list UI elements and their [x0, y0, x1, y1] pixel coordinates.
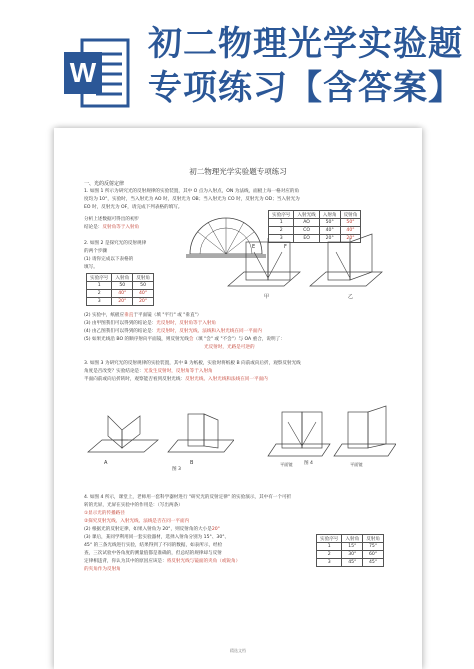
- figure-caption: 图 4: [304, 461, 313, 466]
- table-header: 实验序号: [87, 274, 112, 282]
- data-table-3: [316, 534, 384, 567]
- answer-text: 会: [188, 337, 194, 342]
- svg-text:平面镜: 平面镜: [350, 462, 363, 467]
- text-line: [84, 518, 189, 524]
- table-header: 入射角: [319, 211, 340, 219]
- table-cell: 20°: [133, 298, 154, 306]
- text-line: 3. 如图 3 为研究光的反射规律的实验装置，其中 B 为纸板，实验时将纸板 B 向前或向后折，观察反射光线: [84, 361, 301, 366]
- table-cell: 1: [269, 219, 294, 227]
- table-header: 入射角: [112, 274, 133, 282]
- answer-text: 20°: [211, 527, 220, 532]
- text-line: 45° 的三条光线进行实验，结果得到了不同的数据，如表所示，经检: [84, 543, 223, 548]
- table-cell: 40°: [133, 290, 154, 298]
- text-line: (5) 如果光线沿 BO 的顺序射向平面镜，则反射光线会（填 "会" 或 "不会"）与 OA 重合，说明了：: [84, 337, 285, 342]
- table-row: [317, 559, 384, 567]
- svg-text:F: F: [284, 244, 287, 250]
- mirror-experiment-figure-2: [224, 228, 384, 304]
- answer-text: 将反射光线与镜面的夹角（或锐角）: [166, 559, 241, 564]
- table-cell: 20°: [112, 298, 133, 306]
- text-line: 角度是否改变？实验结论是：光发生反射时，反射角等于入射角: [84, 369, 213, 374]
- text-line: [84, 566, 121, 572]
- table-cell: 2: [317, 551, 342, 559]
- page-header: [0, 0, 474, 128]
- mirror-experiment-figure-4: [266, 400, 396, 472]
- table-cell: 30°: [342, 551, 363, 559]
- table-header: 入射光线: [294, 211, 319, 219]
- text-line: 半面向前或向后折转时，观察能否看到反射光线：反射光线、入射光线和法线在同一平面内: [84, 377, 268, 382]
- table-row: [317, 543, 384, 551]
- table-cell: AO: [294, 219, 319, 227]
- table-cell: EO: [294, 235, 319, 243]
- table-cell: CO: [294, 227, 319, 235]
- table-cell: 50°: [319, 219, 340, 227]
- document-title: 初二物理光学实验题专项练习: [189, 167, 287, 176]
- answer-text: 反射角等于入射角: [102, 225, 140, 230]
- table-header: 反射角: [133, 274, 154, 282]
- table-header: 反射角: [340, 211, 361, 219]
- text-line: [84, 510, 125, 516]
- answer-text: 光反射时，光路是可逆的: [204, 345, 255, 350]
- table-cell: 3: [87, 298, 112, 306]
- table-cell: 1: [317, 543, 342, 551]
- answer-text: 垂直: [124, 313, 134, 318]
- document-page: [54, 128, 422, 669]
- text-line: 度均为 10°，实验时，当入射光为 AO 时，反射光为 OB；当入射光为 CO 时，反射光为 OD；当入射光为: [84, 197, 300, 202]
- text-line: (2) 根据光的反射定律，如果入射角为 20°，则反射角的大小是20°: [84, 527, 220, 532]
- answer-text: ①显示光的传播路径: [84, 511, 125, 516]
- svg-text:B: B: [190, 460, 194, 466]
- svg-text:甲: 甲: [264, 294, 270, 300]
- answer-text: 光反射时，反射角等于入射角: [156, 321, 217, 326]
- text-line: (3) 课后，某同学利用同一套实验器材，选择入射角分别为 15°、30°、: [84, 535, 230, 540]
- table-cell: 3: [317, 559, 342, 567]
- table-cell: 1: [87, 282, 112, 290]
- text-line: (3) 由甲图我们可以得到的结论是：光反射时，反射角等于入射角: [84, 321, 217, 326]
- table-cell: 20°: [319, 235, 340, 243]
- table-row: [87, 282, 154, 290]
- table-cell: 40°: [340, 227, 361, 235]
- text-line: (1) 请你完成以下表格的: [84, 257, 134, 262]
- text-line: 1. 如图 1 所示为研究光的反射规律的实验装置，其中 O 点为入射点，ON 为法线，面板上每一格对应的角: [84, 189, 300, 194]
- table-cell: 50: [133, 282, 154, 290]
- page-title: 初二物理光学实验题专项练习【含答案】: [148, 24, 463, 108]
- text-line: (4) 由乙图我们可以得到的结论是：光反射时，反射光线、法线和入射光线在同一平面内: [84, 329, 262, 334]
- data-table-2: [86, 273, 154, 306]
- table-cell: 75°: [363, 543, 384, 551]
- text-line: 的两个步骤: [84, 249, 107, 254]
- table-header: 实验序号: [317, 535, 342, 543]
- table-header: 反射角: [363, 535, 384, 543]
- figure-caption: 图 3: [172, 467, 181, 472]
- text-line: 查，三次试验中各角度的测量值都是准确的，但总结的规律却与反射: [84, 551, 222, 556]
- text-line: (2) 实验中，纸板应垂直于平面镜（填 "平行" 或 "垂直"）: [84, 313, 202, 318]
- table-cell: 45°: [363, 559, 384, 567]
- answer-text: 光反射时，反射光线、法线和入射光线在同一平面内: [156, 329, 262, 334]
- table-cell: 15°: [342, 543, 363, 551]
- svg-text:乙: 乙: [348, 294, 354, 300]
- table-cell: 3: [269, 235, 294, 243]
- mirror-experiment-figure-3: [84, 400, 234, 480]
- table-row: [269, 219, 361, 227]
- svg-text:W: W: [69, 57, 97, 88]
- answer-text: 的夹角作为反射角: [84, 567, 121, 572]
- text-line: 填写。: [84, 265, 98, 270]
- table-cell: 50°: [340, 219, 361, 227]
- table-cell: 60°: [363, 551, 384, 559]
- text-line: 分析上述数据可得出的初步: [84, 217, 140, 222]
- svg-text:平面镜: 平面镜: [280, 462, 293, 467]
- table-cell: 2: [269, 227, 294, 235]
- svg-text:E: E: [252, 244, 256, 250]
- page-footer: 精选文档: [230, 648, 246, 653]
- text-line: [204, 344, 255, 350]
- svg-text:A: A: [104, 460, 108, 466]
- text-line: 定律相违背，你认为其中的原因应该是：将反射光线与镜面的夹角（或锐角）: [84, 559, 241, 564]
- table-cell: 50: [112, 282, 133, 290]
- word-document-icon: [64, 36, 130, 110]
- answer-text: ②探究反射光线、入射光线、法线是否在同一平面内: [84, 519, 190, 524]
- section-heading: 一、光的反射定律: [84, 181, 125, 187]
- table-cell: 20°: [340, 235, 361, 243]
- table-header: 入射角: [342, 535, 363, 543]
- text-line: 结论是：反射角等于入射角: [84, 225, 140, 230]
- text-line: 2. 如图 2 是探究光的反射规律: [84, 241, 147, 246]
- answer-text: 反射光线、入射光线和法线在同一平面内: [185, 377, 268, 382]
- table-row: [87, 298, 154, 306]
- table-row: [317, 551, 384, 559]
- text-line: 4. 如图 4 所示，课堂上，老师用一套科学器材进行 "研究光的反射定律" 的实验演示，其中有一个可折: [84, 495, 292, 500]
- table-cell: 2: [87, 290, 112, 298]
- table-cell: 40°: [319, 227, 340, 235]
- table-header: 实验序号: [269, 211, 294, 219]
- answer-text: 光发生反射时，反射角等于入射角: [143, 369, 213, 374]
- text-line: 转的光屏，光屏在实验中的作用是：（写出两条）: [84, 503, 183, 508]
- table-cell: 45°: [342, 559, 363, 567]
- text-line: EO 时，反射光为 OF，请完成下列表格的填写。: [84, 205, 183, 210]
- table-cell: 40°: [112, 290, 133, 298]
- table-row: [87, 290, 154, 298]
